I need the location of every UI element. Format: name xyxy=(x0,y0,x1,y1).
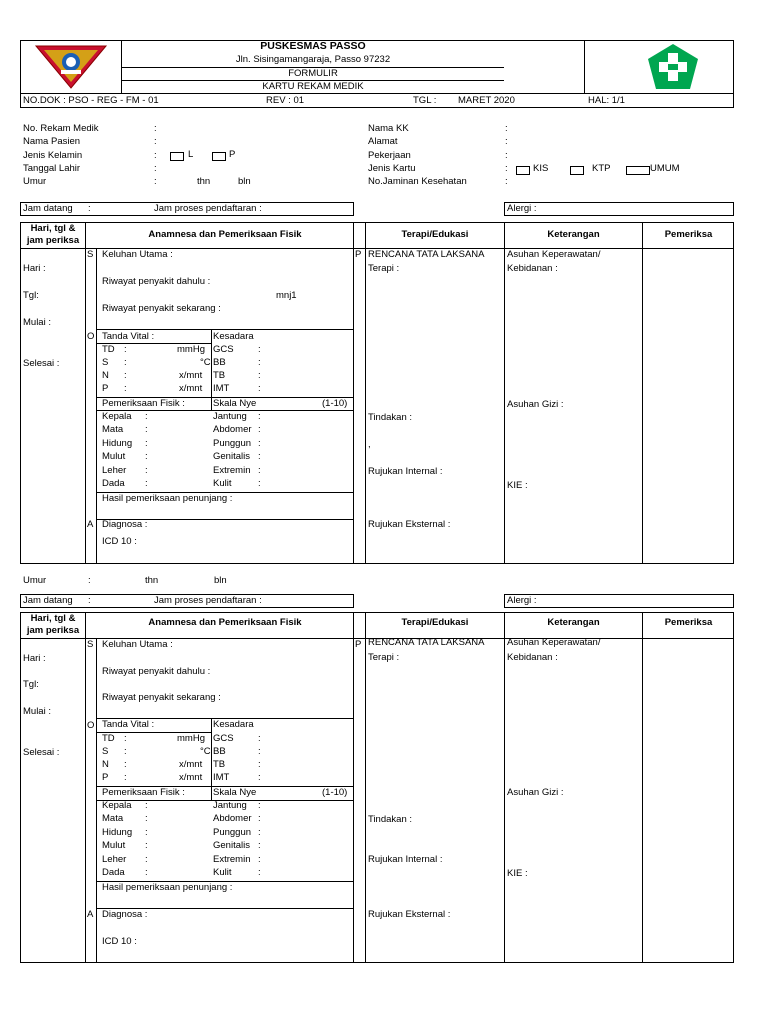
col-divider xyxy=(96,248,97,564)
tgl-label: Tgl: xyxy=(23,290,39,301)
colon: : xyxy=(145,424,148,435)
icd10: ICD 10 : xyxy=(102,936,137,947)
umur-bln: bln xyxy=(238,176,251,187)
col-divider xyxy=(504,612,505,963)
vital-top-line xyxy=(97,329,353,330)
gcs-label: GCS xyxy=(213,344,234,355)
label-nama-kk: Nama KK xyxy=(368,123,409,134)
colon: : xyxy=(258,800,261,811)
bb-label: BB xyxy=(213,357,226,368)
umum-checkbox[interactable] xyxy=(626,166,650,175)
genitalis: Genitalis xyxy=(213,451,250,462)
riwayat-sekarang: Riwayat penyakit sekarang : xyxy=(102,692,221,703)
visit-block-1 xyxy=(0,202,768,564)
col-anamnesa-header: Anamnesa dan Pemeriksaan Fisik xyxy=(148,229,302,240)
tgl-label: TGL : xyxy=(413,95,437,106)
colon: : xyxy=(505,150,508,161)
colon: : xyxy=(258,772,261,783)
rencana-tata-laksana: RENCANA TATA LAKSANA xyxy=(368,637,485,648)
td-unit: mmHg xyxy=(177,733,205,744)
asuhan-kebidanan: Kebidanan : xyxy=(507,263,558,274)
col-hari-header-2: jam periksa xyxy=(26,625,80,636)
doc-type: FORMULIR xyxy=(288,68,338,79)
no-dok: NO.DOK : PSO - REG - FM - 01 xyxy=(23,95,159,106)
keluhan-utama: Keluhan Utama : xyxy=(102,249,173,260)
abdomen: Abdomer xyxy=(213,424,252,435)
mnj1: mnj1 xyxy=(276,290,297,301)
gcs-label: GCS xyxy=(213,733,234,744)
asuhan-keperawatan: Asuhan Keperawatan/ xyxy=(507,637,601,648)
diagnosa: Diagnosa : xyxy=(102,519,148,530)
hidung: Hidung xyxy=(102,438,133,449)
mata: Mata xyxy=(102,813,124,824)
header-info-row xyxy=(21,93,733,94)
col-terapi-header: Terapi/Edukasi xyxy=(401,617,469,628)
punggung: Punggun xyxy=(213,827,252,838)
n-label: N xyxy=(102,370,109,381)
colon: : xyxy=(124,383,127,394)
col-divider xyxy=(642,222,643,564)
colon: : xyxy=(258,867,261,878)
soap-s: S xyxy=(87,249,94,260)
soap-a: A xyxy=(87,909,94,920)
colon: : xyxy=(145,800,148,811)
colon: : xyxy=(258,746,261,757)
kie: KIE : xyxy=(507,868,528,879)
pemeriksaan-fisik: Pemeriksaan Fisik : xyxy=(102,787,185,798)
gender-l-label: L xyxy=(188,149,194,160)
colon: : xyxy=(124,772,127,783)
asuhan-gizi: Asuhan Gizi : xyxy=(507,787,564,798)
colon: : xyxy=(124,370,127,381)
kesadaran: Kesadara xyxy=(213,719,254,730)
jantung: Jantung xyxy=(213,411,247,422)
skala-range: (1-10) xyxy=(322,787,348,798)
col-hari-header-2: jam periksa xyxy=(26,235,80,246)
label-nama-pasien: Nama Pasien xyxy=(23,136,81,147)
colon: : xyxy=(154,123,157,134)
n-unit: x/mnt xyxy=(179,370,203,381)
dada: Dada xyxy=(102,867,125,878)
soap-o: O xyxy=(87,331,95,342)
alergi-label: Alergi : xyxy=(507,203,537,214)
mulut: Mulut xyxy=(102,840,126,851)
colon: : xyxy=(145,813,148,824)
hari-label: Hari : xyxy=(23,653,46,664)
label-alamat: Alamat xyxy=(368,136,398,147)
jantung: Jantung xyxy=(213,800,247,811)
terapi: Terapi : xyxy=(368,652,400,663)
n-unit: x/mnt xyxy=(179,759,203,770)
tindakan: Tindakan : xyxy=(368,412,413,423)
leher: Leher xyxy=(102,465,127,476)
n-label: N xyxy=(102,759,109,770)
kepala: Kepala xyxy=(102,411,132,422)
alergi-box xyxy=(504,594,734,608)
colon: : xyxy=(505,176,508,187)
soap-s: S xyxy=(87,639,94,650)
col-pemeriksa-header: Pemeriksa xyxy=(664,229,713,240)
tgl-value: MARET 2020 xyxy=(458,95,515,106)
td-label: TD xyxy=(102,344,115,355)
p-unit: x/mnt xyxy=(179,772,203,783)
colon: : xyxy=(145,867,148,878)
colon: : xyxy=(154,150,157,161)
label-pekerjaan: Pekerjaan xyxy=(368,150,411,161)
jam-datang-label: Jam datang xyxy=(23,595,73,606)
riwayat-sekarang: Riwayat penyakit sekarang : xyxy=(102,303,221,314)
skala-range: (1-10) xyxy=(322,398,348,409)
label-jenis-kartu: Jenis Kartu xyxy=(368,163,416,174)
selesai-label: Selesai : xyxy=(23,358,60,369)
riwayat-dahulu: Riwayat penyakit dahulu : xyxy=(102,666,211,677)
rencana-tata-laksana: RENCANA TATA LAKSANA xyxy=(368,249,485,260)
rujukan-internal: Rujukan Internal : xyxy=(368,854,443,865)
colon: : xyxy=(505,163,508,174)
td-unit: mmHg xyxy=(177,344,205,355)
col-divider xyxy=(85,612,86,963)
asuhan-keperawatan: Asuhan Keperawatan/ xyxy=(507,249,601,260)
ktp-checkbox[interactable] xyxy=(570,166,584,175)
genitalis: Genitalis xyxy=(213,840,250,851)
tanda-vital: Tanda Vital : xyxy=(102,719,155,730)
mulut: Mulut xyxy=(102,451,126,462)
hal: HAL: 1/1 xyxy=(588,95,625,106)
td-label: TD xyxy=(102,733,115,744)
tgl-label: Tgl: xyxy=(23,679,39,690)
tanda-vital: Tanda Vital : xyxy=(102,331,155,342)
umum-label: UMUM xyxy=(650,163,680,174)
colon: : xyxy=(145,840,148,851)
leher: Leher xyxy=(102,854,127,865)
alergi-box xyxy=(504,202,734,216)
colon: : xyxy=(258,733,261,744)
extremitas: Extremin xyxy=(213,465,251,476)
col-terapi-header: Terapi/Edukasi xyxy=(401,229,469,240)
kesadaran: Kesadara xyxy=(213,331,254,342)
mulai-label: Mulai : xyxy=(23,317,51,328)
col-keterangan-header: Keterangan xyxy=(547,229,600,240)
s-label: S xyxy=(102,746,109,757)
colon: : xyxy=(145,411,148,422)
skala-nyeri: Skala Nye xyxy=(213,398,257,409)
colon: : xyxy=(258,759,261,770)
colon: : xyxy=(154,176,157,187)
extremitas: Extremin xyxy=(213,854,251,865)
colon: : xyxy=(258,438,261,449)
s-label: S xyxy=(102,357,109,368)
colon: : xyxy=(258,451,261,462)
riwayat-dahulu: Riwayat penyakit dahulu : xyxy=(102,276,211,287)
alergi-label: Alergi : xyxy=(507,595,537,606)
soap-o: O xyxy=(87,720,95,731)
rev: REV : 01 xyxy=(266,95,305,106)
rujukan-eksternal: Rujukan Eksternal : xyxy=(368,909,451,920)
colon: : xyxy=(258,840,261,851)
terapi: Terapi : xyxy=(368,263,400,274)
col-keterangan-header: Keterangan xyxy=(547,617,600,628)
hari-label: Hari : xyxy=(23,263,46,274)
org-name: PUSKESMAS PASSO xyxy=(260,40,366,52)
colon: : xyxy=(124,746,127,757)
selesai-label: Selesai : xyxy=(23,747,60,758)
colon: : xyxy=(88,595,91,606)
colon: : xyxy=(258,357,261,368)
address: Jln. Sisingamangaraja, Passo 97232 xyxy=(235,54,391,65)
vital-mid-line xyxy=(211,718,212,801)
soap-p: P xyxy=(355,249,362,260)
p-label: P xyxy=(102,772,109,783)
colon: : xyxy=(88,203,91,214)
soap-p: P xyxy=(355,639,362,650)
asuhan-kebidanan: Kebidanan : xyxy=(507,652,558,663)
umur-line-thn: thn xyxy=(145,575,159,586)
soap-a: A xyxy=(87,519,94,530)
colon: : xyxy=(258,478,261,489)
colon: : xyxy=(258,424,261,435)
tindakan: Tindakan : xyxy=(368,814,413,825)
punggung: Punggun xyxy=(213,438,252,449)
tb-label: TB xyxy=(213,370,226,381)
visit-block-2 xyxy=(0,594,768,964)
kulit: Kulit xyxy=(213,867,232,878)
colon: : xyxy=(258,465,261,476)
kepala: Kepala xyxy=(102,800,132,811)
label-umur: Umur xyxy=(23,176,47,187)
jam-proses-label: Jam proses pendaftaran : xyxy=(154,203,262,214)
colon: : xyxy=(258,411,261,422)
colon: : xyxy=(145,451,148,462)
label-no-jaminan: No.Jaminan Kesehatan xyxy=(368,176,467,187)
s-unit: °C xyxy=(200,357,211,368)
label-tanggal-lahir: Tanggal Lahir xyxy=(23,163,81,174)
diagnosa: Diagnosa : xyxy=(102,909,148,920)
colon: : xyxy=(505,123,508,134)
p-label: P xyxy=(102,383,109,394)
gender-p-checkbox[interactable] xyxy=(212,152,226,161)
colon: : xyxy=(145,827,148,838)
umur-line-label: Umur xyxy=(23,575,47,586)
colon: : xyxy=(88,575,91,586)
label-no-rekam-medik: No. Rekam Medik xyxy=(23,123,99,134)
kis-label: KIS xyxy=(533,163,549,174)
col-divider xyxy=(642,612,643,963)
puskesmas-emblem-icon xyxy=(34,44,108,90)
umur-thn: thn xyxy=(197,176,211,187)
col-divider xyxy=(353,612,354,963)
col-divider xyxy=(85,222,86,564)
skala-nyeri: Skala Nye xyxy=(213,787,257,798)
asuhan-gizi: Asuhan Gizi : xyxy=(507,399,564,410)
rujukan-internal: Rujukan Internal : xyxy=(368,466,443,477)
medical-cross-icon xyxy=(646,43,700,91)
col-hari-header: Hari, tgl & xyxy=(30,223,76,234)
dada: Dada xyxy=(102,478,125,489)
colon: : xyxy=(154,163,157,174)
colon: : xyxy=(124,759,127,770)
jam-datang-label: Jam datang xyxy=(23,203,73,214)
col-anamnesa-header: Anamnesa dan Pemeriksaan Fisik xyxy=(148,617,302,628)
colon: : xyxy=(124,357,127,368)
colon: : xyxy=(145,438,148,449)
col-divider xyxy=(353,222,354,564)
gender-p-label: P xyxy=(229,149,236,160)
s-unit: °C xyxy=(200,746,211,757)
col-pemeriksa-header: Pemeriksa xyxy=(664,617,713,628)
col-hari-header: Hari, tgl & xyxy=(30,613,76,624)
colon: : xyxy=(145,465,148,476)
col-divider xyxy=(365,612,366,963)
kis-checkbox[interactable] xyxy=(516,166,530,175)
umur-line-bln: bln xyxy=(214,575,227,586)
colon: : xyxy=(258,813,261,824)
ktp-label: KTP xyxy=(592,163,611,174)
col-divider xyxy=(504,222,505,564)
doc-title: KARTU REKAM MEDIK xyxy=(262,81,364,92)
mata: Mata xyxy=(102,424,124,435)
bb-label: BB xyxy=(213,746,226,757)
colon: : xyxy=(145,478,148,489)
keluhan-utama: Keluhan Utama : xyxy=(102,639,173,650)
jam-proses-label: Jam proses pendaftaran : xyxy=(154,595,262,606)
icd10: ICD 10 : xyxy=(102,536,137,547)
colon: : xyxy=(258,383,261,394)
p-unit: x/mnt xyxy=(179,383,203,394)
colon: : xyxy=(154,136,157,147)
colon: : xyxy=(258,827,261,838)
kulit: Kulit xyxy=(213,478,232,489)
imt-label: IMT xyxy=(213,772,230,783)
abdomen: Abdomer xyxy=(213,813,252,824)
hasil-penunjang: Hasil pemeriksaan penunjang : xyxy=(102,882,233,893)
colon: : xyxy=(505,136,508,147)
comma-mark: , xyxy=(368,439,371,450)
col-divider xyxy=(365,222,366,564)
colon: : xyxy=(124,733,127,744)
colon: : xyxy=(145,854,148,865)
mulai-label: Mulai : xyxy=(23,706,51,717)
vital-mid-line xyxy=(211,329,212,411)
gender-l-checkbox[interactable] xyxy=(170,152,184,161)
colon: : xyxy=(258,854,261,865)
hidung: Hidung xyxy=(102,827,133,838)
kie: KIE : xyxy=(507,480,528,491)
tb-label: TB xyxy=(213,759,226,770)
pemeriksaan-fisik: Pemeriksaan Fisik : xyxy=(102,398,185,409)
hasil-penunjang: Hasil pemeriksaan penunjang : xyxy=(102,493,233,504)
colon: : xyxy=(124,344,127,355)
colon: : xyxy=(258,370,261,381)
label-jenis-kelamin: Jenis Kelamin xyxy=(23,150,83,161)
colon: : xyxy=(258,344,261,355)
imt-label: IMT xyxy=(213,383,230,394)
rujukan-eksternal: Rujukan Eksternal : xyxy=(368,519,451,530)
